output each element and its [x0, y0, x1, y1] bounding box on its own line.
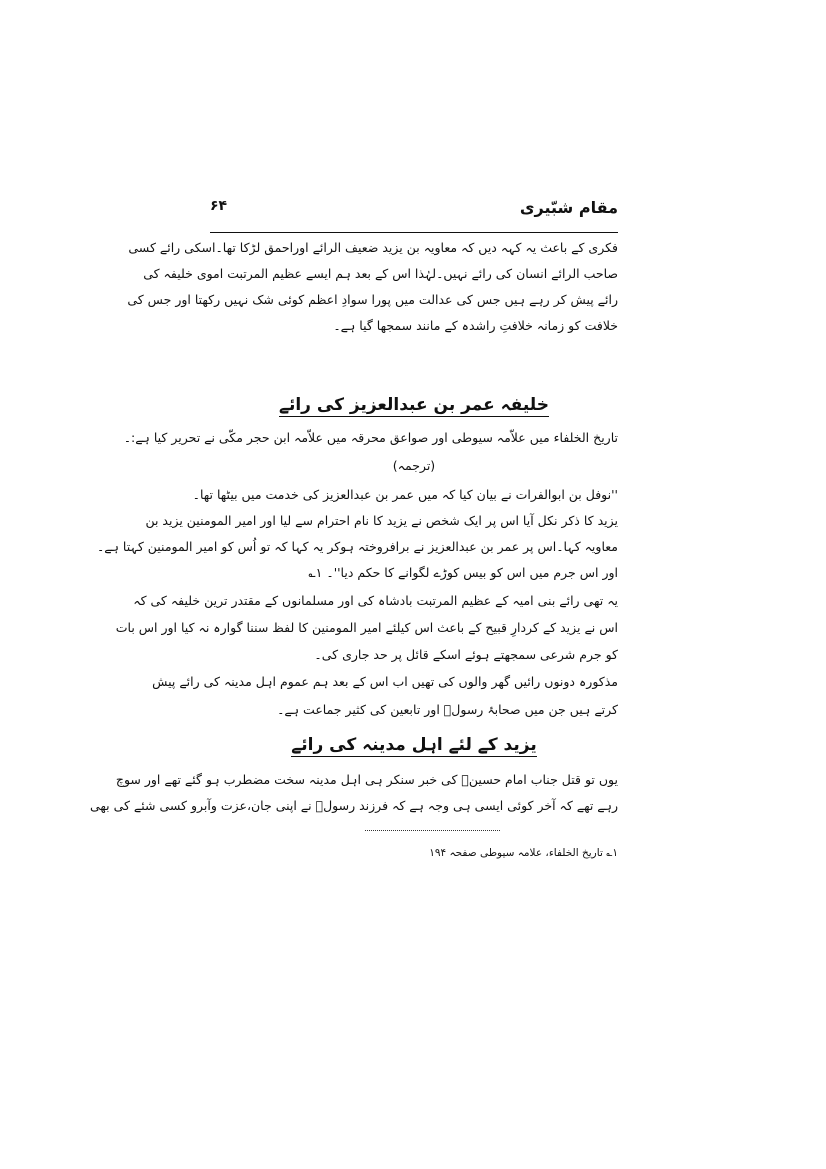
text-line: یوں تو قتل جناب امام حسینؑ کی خبر سنکر ہی اہل مدینہ سخت مضطرب ہو گئے تھے اور سوچ — [115, 772, 618, 787]
section-heading-text: خلیفہ عمر بن عبدالعزیز کی رائے — [279, 395, 549, 415]
text-line: رہے تھے کہ آخر کوئی ایسی ہی وجہ ہے کہ فرزند رسولؐ نے اپنی جان،عزت وآبرو کسی شئے کی بھی — [89, 798, 618, 813]
text-line: فکری کے باعث یہ کہہ دیں کہ معاویہ بن یزید ضعیف الرائے اوراحمق لڑکا تھا۔اسکی رائے کسی — [128, 240, 618, 255]
quote-line: ''نوفل بن ابوالفرات نے بیان کیا کہ میں عمر بن عبدالعزیز کی خدمت میں بیٹھا تھا۔ — [192, 487, 618, 502]
section-heading — [210, 392, 618, 418]
footnote-divider — [365, 830, 500, 831]
text-line: کو جرم شرعی سمجھتے ہوئے اسکے قائل پر حد جاری کی۔ — [314, 647, 618, 662]
text-line: رائے پیش کر رہے ہیں جس کی عدالت میں پورا سوادِ اعظم کوئی شک نہیں رکھتا اور جس کی — [127, 292, 618, 307]
text-line: صاحب الرائے انسان کی رائے نہیں۔لہٰذا اس کے بعد ہم ایسے عظیم المرتبت اموی خلیفہ کی — [143, 266, 618, 281]
intro-line: تاریخ الخلفاء میں علاّمہ سیوطی اور صواعق محرقہ میں علاّمہ ابن حجر مکّی نے تحریر کیا ہے:۔ — [123, 430, 618, 445]
section-heading-text: یزید کے لئے اہل مدینہ کی رائے — [291, 735, 537, 755]
text-line: یہ تھی رائے بنی امیہ کے عظیم المرتبت بادشاہ کی اور مسلمانوں کے مقتدر ترین خلیفہ کی کہ — [133, 593, 618, 608]
section-heading — [210, 732, 618, 758]
page-header — [210, 196, 618, 228]
quote-line: معاویہ کہا۔اس پر عمر بن عبدالعزیز نے برافروختہ ہوکر یہ کہا کہ تو اُس کو امیر المومنین کہتا ہے۔ — [96, 539, 618, 554]
text-line: مذکورہ دونوں رائیں گھر والوں کی تھیں اب اس کے بعد ہم عموم اہل مدینہ کی رائے پیش — [152, 674, 618, 689]
translation-label: (ترجمہ) — [392, 458, 436, 473]
page-number: ۶۴ — [210, 198, 228, 214]
text-line: خلافت کو زمانہ خلافتِ راشدہ کے مانند سمجھا گیا ہے۔ — [333, 318, 618, 333]
book-title: مقام شبّیری — [519, 198, 618, 217]
footnote: ۱؎ تاریخ الخلفاء، علامہ سیوطی صفحہ ۱۹۴ — [429, 847, 618, 859]
quote-line: یزید کا ذکر نکل آیا اس پر ایک شخص نے یزید کا نام احترام سے لیا اور امیر المومنین یزید بن — [145, 513, 618, 528]
text-line: اس نے یزید کے کردارِ قبیح کے باعث اس کیلئے امیر المومنین کا لفظ سننا گوارہ نہ کیا اور اس بات — [115, 620, 618, 635]
quote-line: اور اس جرم میں اس کو بیس کوڑے لگوانے کا حکم دیا''۔ ۱؎ — [308, 565, 618, 580]
text-line: کرتے ہیں جن میں صحابۂ رسولؐ اور تابعین کی کثیر جماعت ہے۔ — [277, 702, 618, 717]
header-divider — [210, 232, 618, 233]
